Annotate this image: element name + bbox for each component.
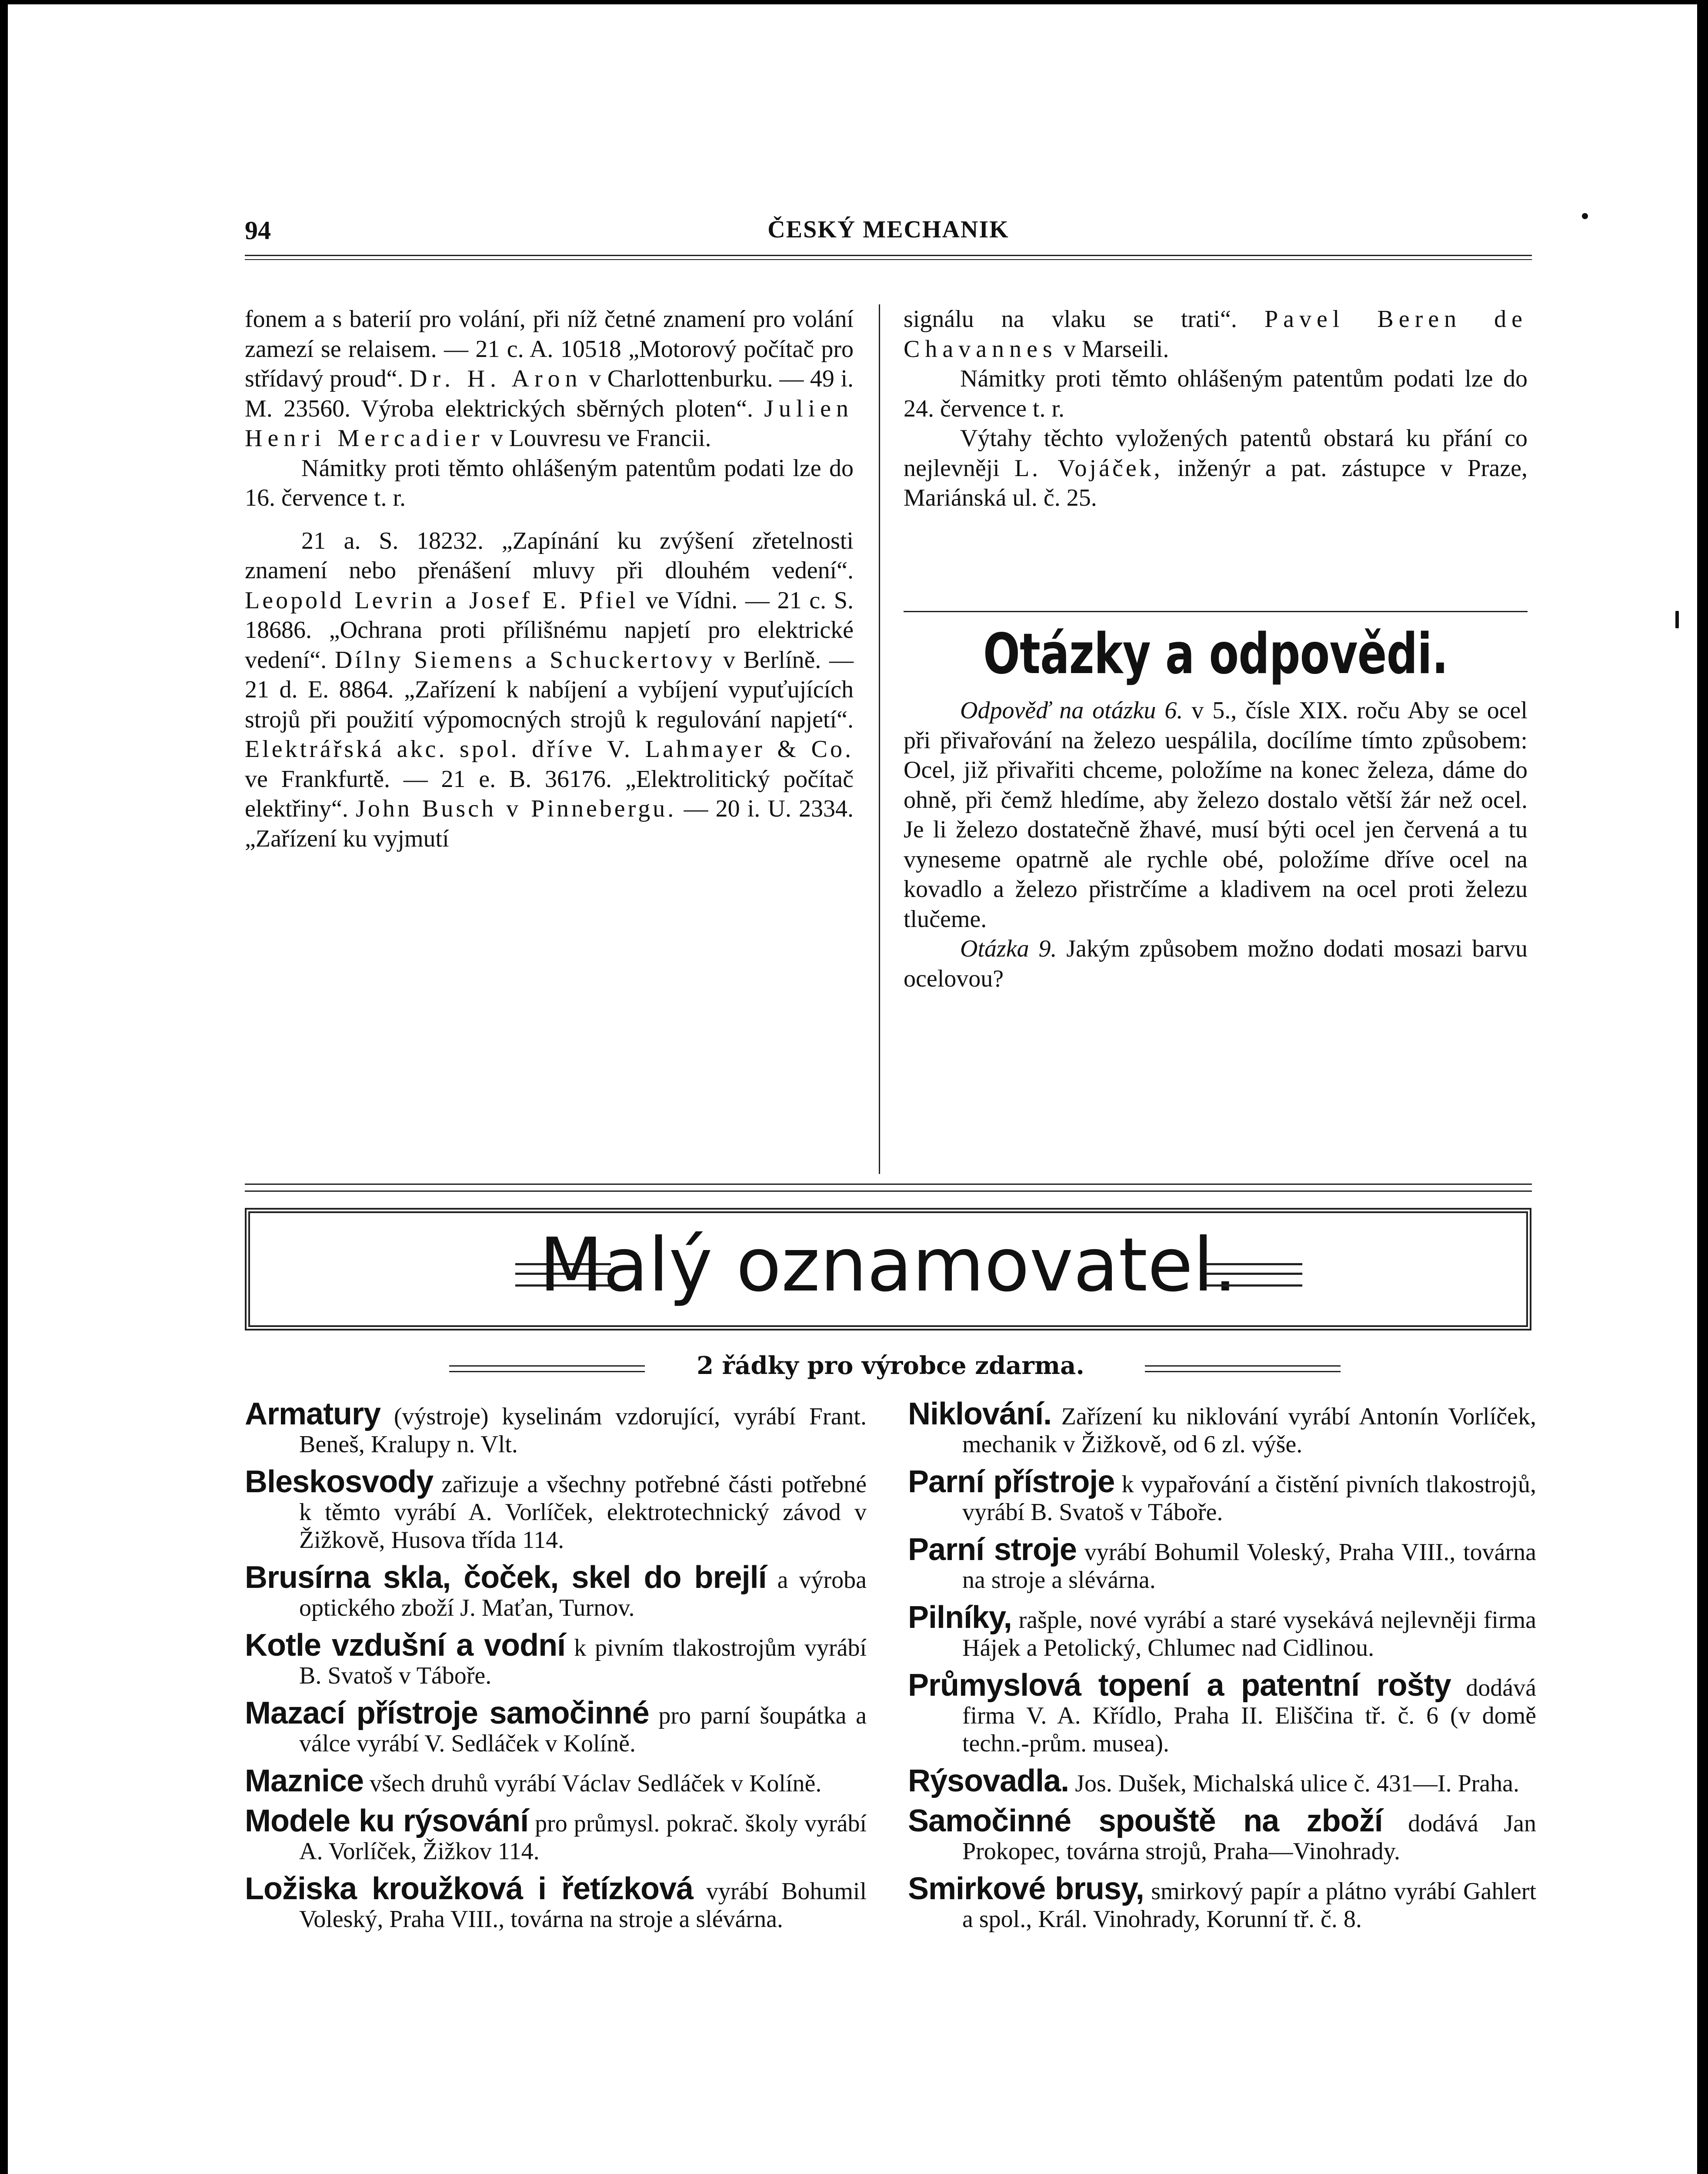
running-head: [245, 216, 1532, 246]
ad-entry: Bleskosvody zařizuje a všechny potřebné části potřebné k těmto vyrábí A. Vorlíček, elektrotechnický závod v Žižkově, Husova třída 114.: [245, 1464, 867, 1554]
patent-paragraph-1: fonem a s baterií pro volání, při níž četné znamení pro volání zamezí se relaisem. — 21 c. A. 10518 „Motorový počítač pro střídavý proud“. Dr. H. Aron v Charlottenburku. — 49 i. M. 23560. Výroba elektrických sběrných ploten“. Julien Henri Mercadier v Louvresu ve Francii.: [245, 306, 854, 452]
scan-speck: [1582, 213, 1588, 219]
ad-entry: Smirkové brusy, smirkový papír a plátno vyrábí Gahlert a spol., Král. Vinohrady, Korunní tř. č. 8.: [908, 1871, 1536, 1933]
right-column: [904, 304, 1528, 513]
box-top-rule-2: [245, 1190, 1532, 1192]
qa-section-title: Otázky a odpovědi.: [983, 622, 1448, 687]
header-rule-thin: [245, 259, 1532, 260]
document-page: [236, 4, 1536, 2174]
ad-entry: Rýsovadla. Jos. Dušek, Michalská ulice č. 431—I. Praha.: [908, 1764, 1519, 1798]
classifieds-banner: [245, 1208, 1531, 1330]
question-paragraph: Otázka 9. Jakým způsobem možno dodati mosazi barvu ocelovou?: [904, 935, 1528, 992]
ad-entry: Pilníky, rašple, nové vyrábí a staré vysekává nejlevněji firma Hájek a Petolický, Chlumec nad Cidlinou.: [908, 1600, 1536, 1661]
ad-entry: Průmyslová topení a patentní rošty dodává firma V. A. Křídlo, Praha II. Eliščina tř. č. 6 (v domě techn.-prům. musea).: [908, 1668, 1536, 1757]
box-top-rule: [245, 1184, 1532, 1185]
classifieds-subtitle: 2 řádky pro výrobce zdarma.: [697, 1351, 1084, 1380]
objection-deadline-2: Námitky proti těmto ohlášeným patentům podati lze do 24. července t. r.: [904, 365, 1528, 422]
page-number: 94: [245, 216, 271, 245]
ad-entry: Parní stroje vyrábí Bohumil Voleský, Praha VIII., továrna na stroje a slévárna.: [908, 1532, 1536, 1594]
left-column: [245, 304, 854, 854]
objection-deadline-1: Námitky proti těmto ohlášeným patentům podati lze do 16. července t. r.: [245, 454, 854, 511]
ad-entry: Modele ku rýsování pro průmysl. pokrač. školy vyrábí A. Vorlíček, Žižkov 114.: [245, 1804, 867, 1865]
ad-entry: Maznice všech druhů vyrábí Václav Sedláček v Kolíně.: [245, 1764, 822, 1798]
ad-entry: Samočinné spouště na zboží dodává Jan Prokopec, továrna strojů, Praha—Vinohrady.: [908, 1804, 1537, 1865]
ad-entry: Armatury (výstroje) kyselinám vzdorující, vyrábí Frant. Beneš, Kralupy n. Vlt.: [245, 1397, 867, 1458]
ad-entry: Parní přístroje k vypařování a čistění pivních tlakostrojů, vyrábí B. Svatoš v Táboře.: [908, 1464, 1536, 1526]
qa-body: [904, 696, 1528, 994]
journal-title: ČESKÝ MECHANIK: [767, 216, 1009, 243]
patent-paragraph-2: 21 a. S. 18232. „Zapínání ku zvýšení zřetelnosti znamení nebo přenášení mluvy při dlouhém vedení“. Leopold Levrin a Josef E. Pfiel ve Vídni. — 21 c. S. 18686. „Ochrana proti přílišnému napjetí pro elektrické vedení“. Dílny Siemens a Schuckertovy v Berlíně. — 21 d. E. 8864. „Zařízení k nabíjení a vybíjení vypuťujících strojů při použití výpomocných strojů k regulování napjetí“. Elektrářská akc. spol. dříve V. Lahmayer & Co. ve Frankfurtě. — 21 e. B. 36176. „Elektrolitický počítač elektřiny“. John Busch v Pinnebergu. — 20 i. U. 2334. „Zařízení ku vyjmutí: [245, 527, 854, 852]
ad-entry: Niklování. Zařízení ku niklování vyrábí Antonín Vorlíček, mechanik v Žižkově, od 6 zl. výše.: [908, 1397, 1536, 1458]
ad-entry: Mazací přístroje samočinné pro parní šoupátka a válce vyrábí V. Sedláček v Kolíně.: [245, 1696, 867, 1757]
subhead-rule-right: [1145, 1365, 1341, 1372]
column-divider: [879, 304, 880, 1174]
answer-paragraph: Odpověď na otázku 6. v 5., čísle XIX. roču Aby se ocel při přivařování na železo uespálila, docílíme tímto způsobem: Ocel, již přivařiti chceme, položíme na konec železa, dáme do ohně, při čemž hledíme, aby železo dostalo větší žár než ocel. Je li železo dostatečně žhavé, musí býti ocel jen červená a tu vyneseme opatrně ale rychle obé, položíme dříve ocel na kovadlo a železo přistrčíme a kladivem na ocel proti železu tlučeme.: [904, 697, 1528, 933]
ad-entry: Ložiska kroužková i řetízková vyrábí Bohumil Voleský, Praha VIII., továrna na stroje a slévárna.: [245, 1871, 867, 1933]
classifieds-title: Malý oznamovatel.: [539, 1222, 1237, 1308]
scan-speck: [1675, 611, 1679, 628]
ad-entry: Brusírna skla, čoček, skel do brejlí a výroba optického zboží J. Maťan, Turnov.: [245, 1560, 867, 1621]
ads-left-column: [245, 1397, 867, 1943]
ads-right-column: [908, 1397, 1537, 1943]
patent-agent-note: Výtahy těchto vyložených patentů obstará ku přání co nejlevněji L. Vojáček, inženýr a pat. zástupce v Praze, Mariánská ul. č. 25.: [904, 425, 1528, 511]
page-sheet: [8, 4, 1697, 2174]
patent-paragraph-3: signálu na vlaku se trati“. Pavel Beren de Chavannes v Marseili.: [904, 306, 1528, 363]
ornament-right: [1207, 1263, 1302, 1287]
header-rule: [245, 255, 1532, 256]
ad-entry: Kotle vzdušní a vodní k pivním tlakostrojům vyrábí B. Svatoš v Táboře.: [245, 1628, 867, 1689]
